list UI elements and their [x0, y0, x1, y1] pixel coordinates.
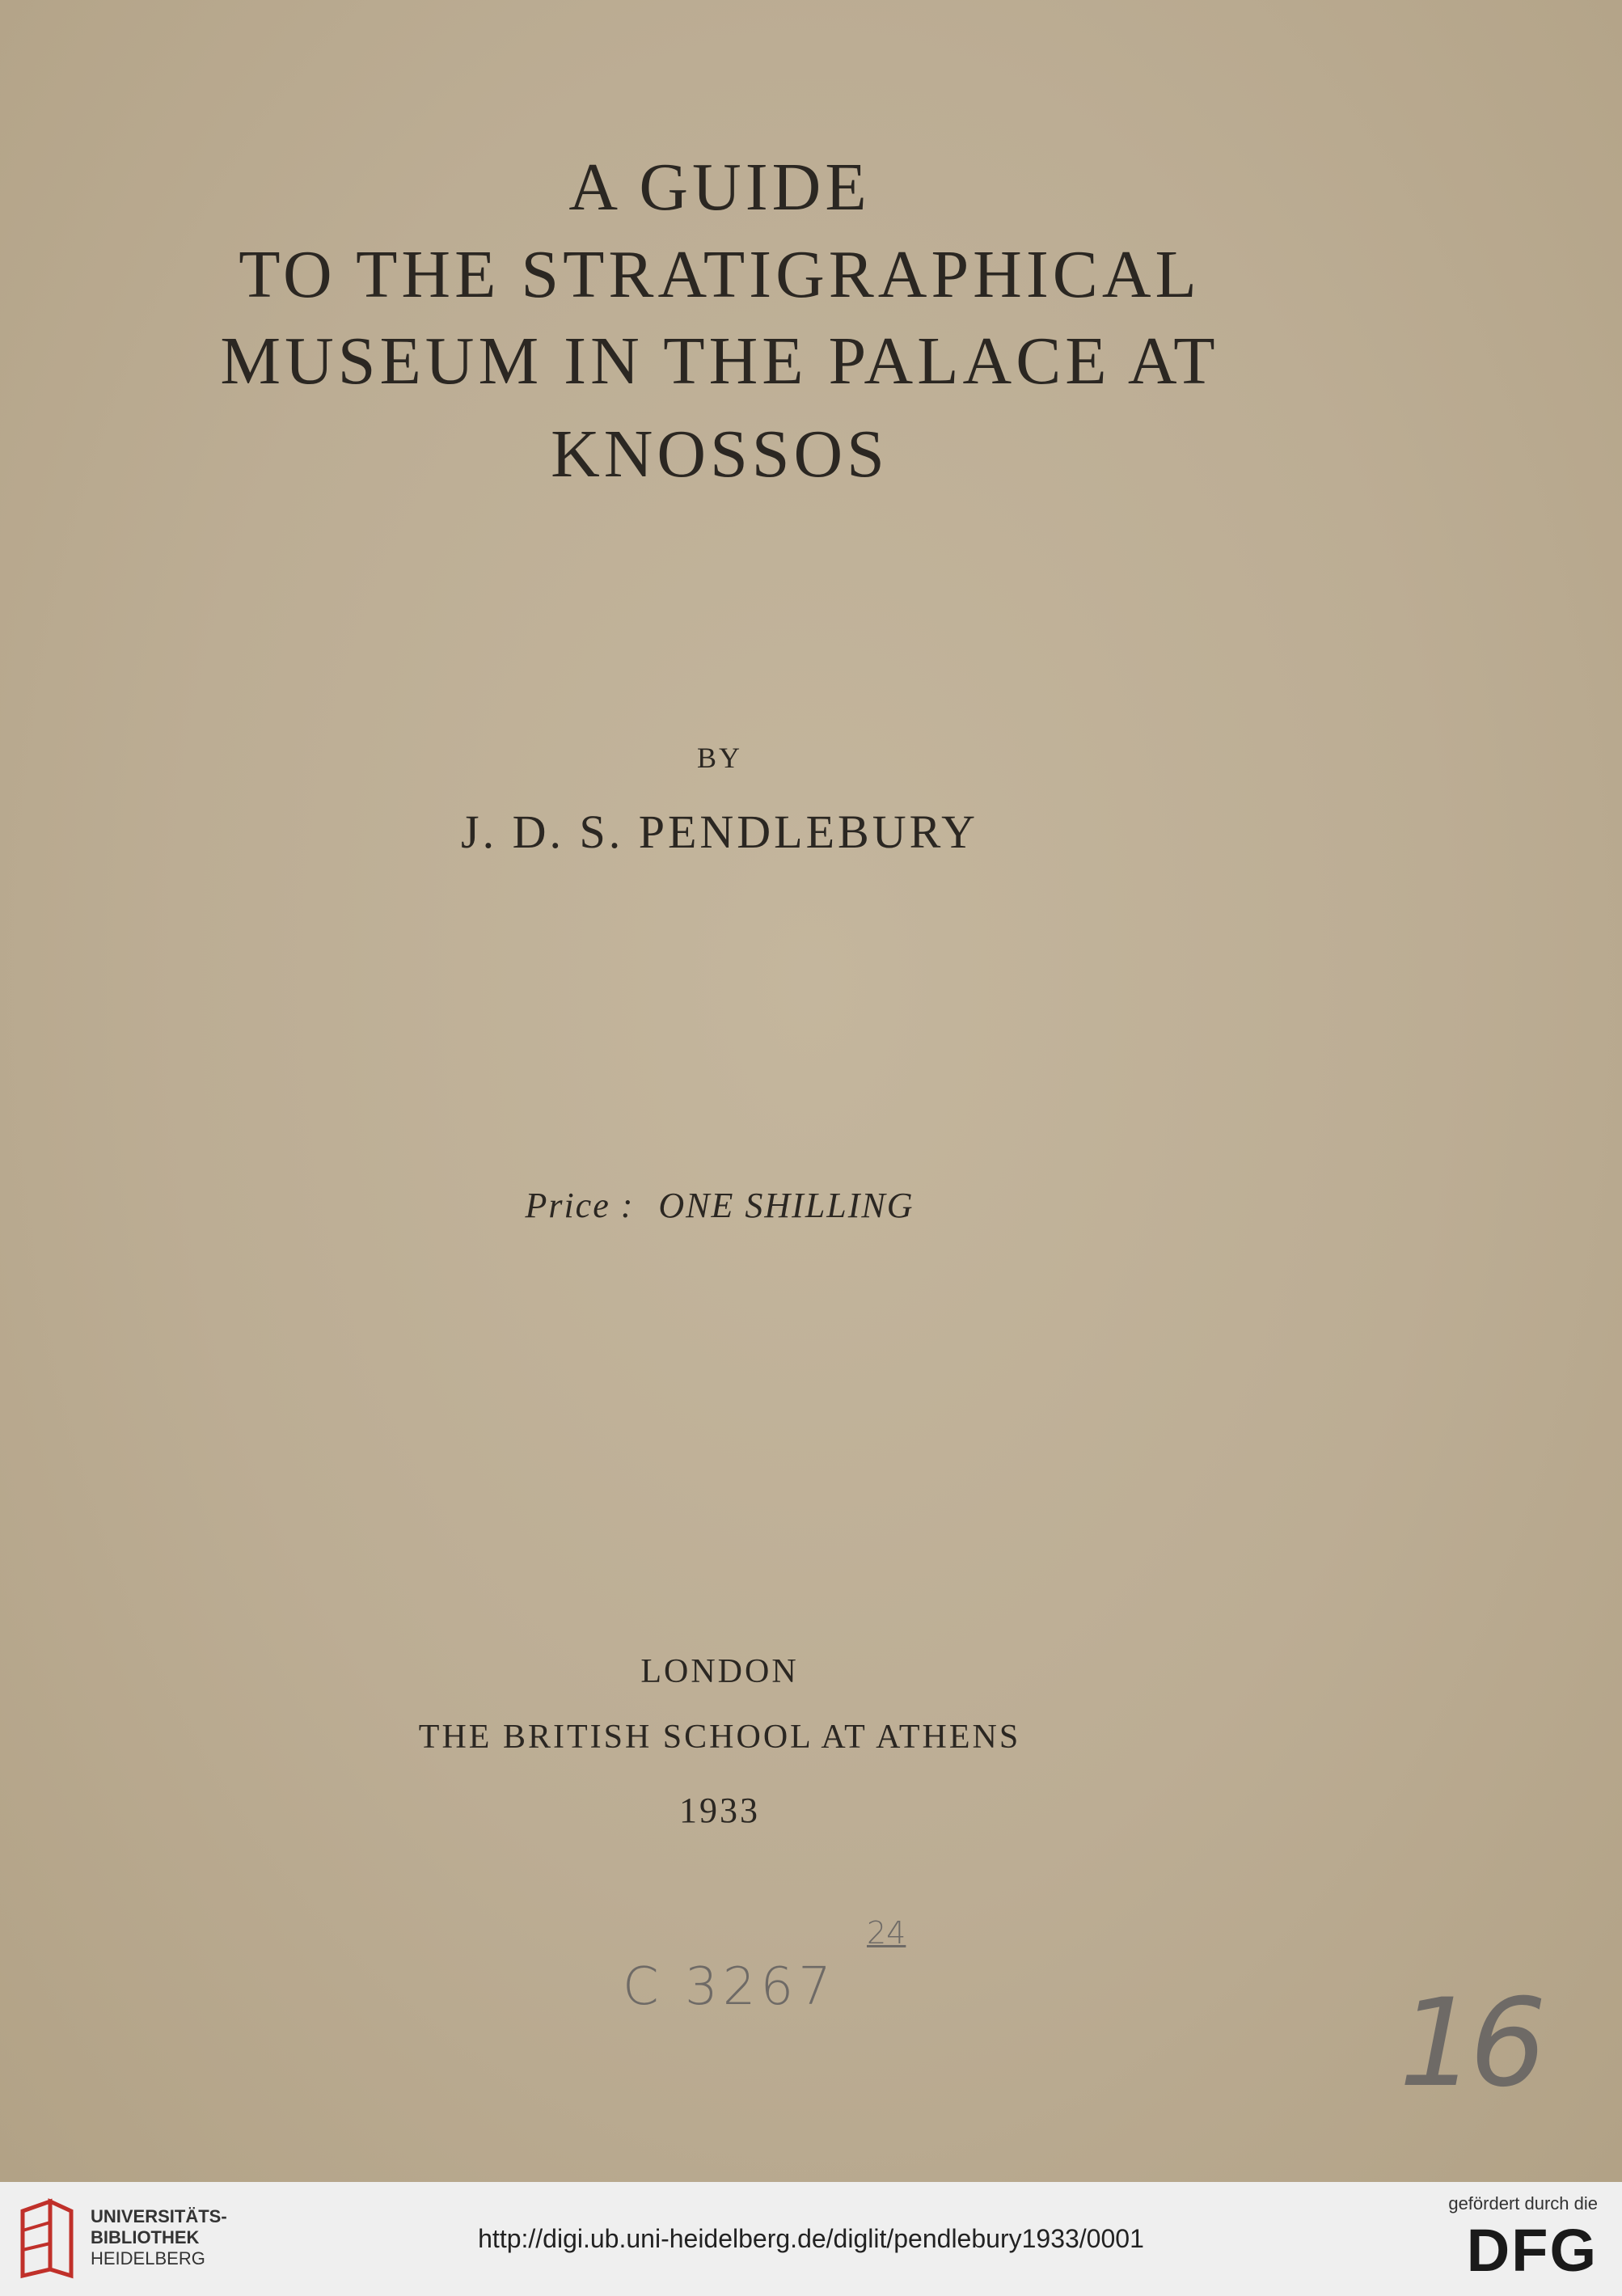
library-name-line-3: HEIDELBERG	[91, 2248, 205, 2269]
title-line-1: A GUIDE	[568, 150, 871, 225]
funded-by-label: gefördert durch die	[1448, 2193, 1598, 2214]
pencil-page-number: 16	[1399, 1973, 1540, 2114]
library-name-line-1: UNIVERSITÄTS-	[91, 2206, 227, 2226]
imprint-city: LONDON	[640, 1653, 799, 1690]
author-name: J. D. S. PENDLEBURY	[461, 806, 978, 858]
digitization-footer	[0, 2182, 1622, 2296]
pencil-superscript: 24	[867, 1915, 906, 1951]
dfg-logo: DFG	[1466, 2217, 1598, 2284]
permalink-url[interactable]: http://digi.ub.uni-heidelberg.de/diglit/pendlebury1933/0001	[478, 2224, 1144, 2253]
price-line	[0, 1185, 1439, 1226]
imprint-publisher: THE BRITISH SCHOOL AT ATHENS	[418, 1719, 1021, 1756]
imprint-year: 1933	[679, 1791, 760, 1830]
price-label: Price :	[525, 1186, 635, 1225]
price-value: ONE SHILLING	[658, 1186, 914, 1225]
pencil-shelfmark: C 3267	[623, 1957, 836, 2017]
title-line-4: KNOSSOS	[551, 416, 889, 492]
title-line-2: TO THE STRATIGRAPHICAL	[239, 237, 1201, 312]
title-line-3: MUSEUM IN THE PALACE AT	[220, 323, 1219, 399]
library-name-line-2: BIBLIOTHEK	[91, 2227, 200, 2247]
byline-by: BY	[696, 742, 742, 774]
